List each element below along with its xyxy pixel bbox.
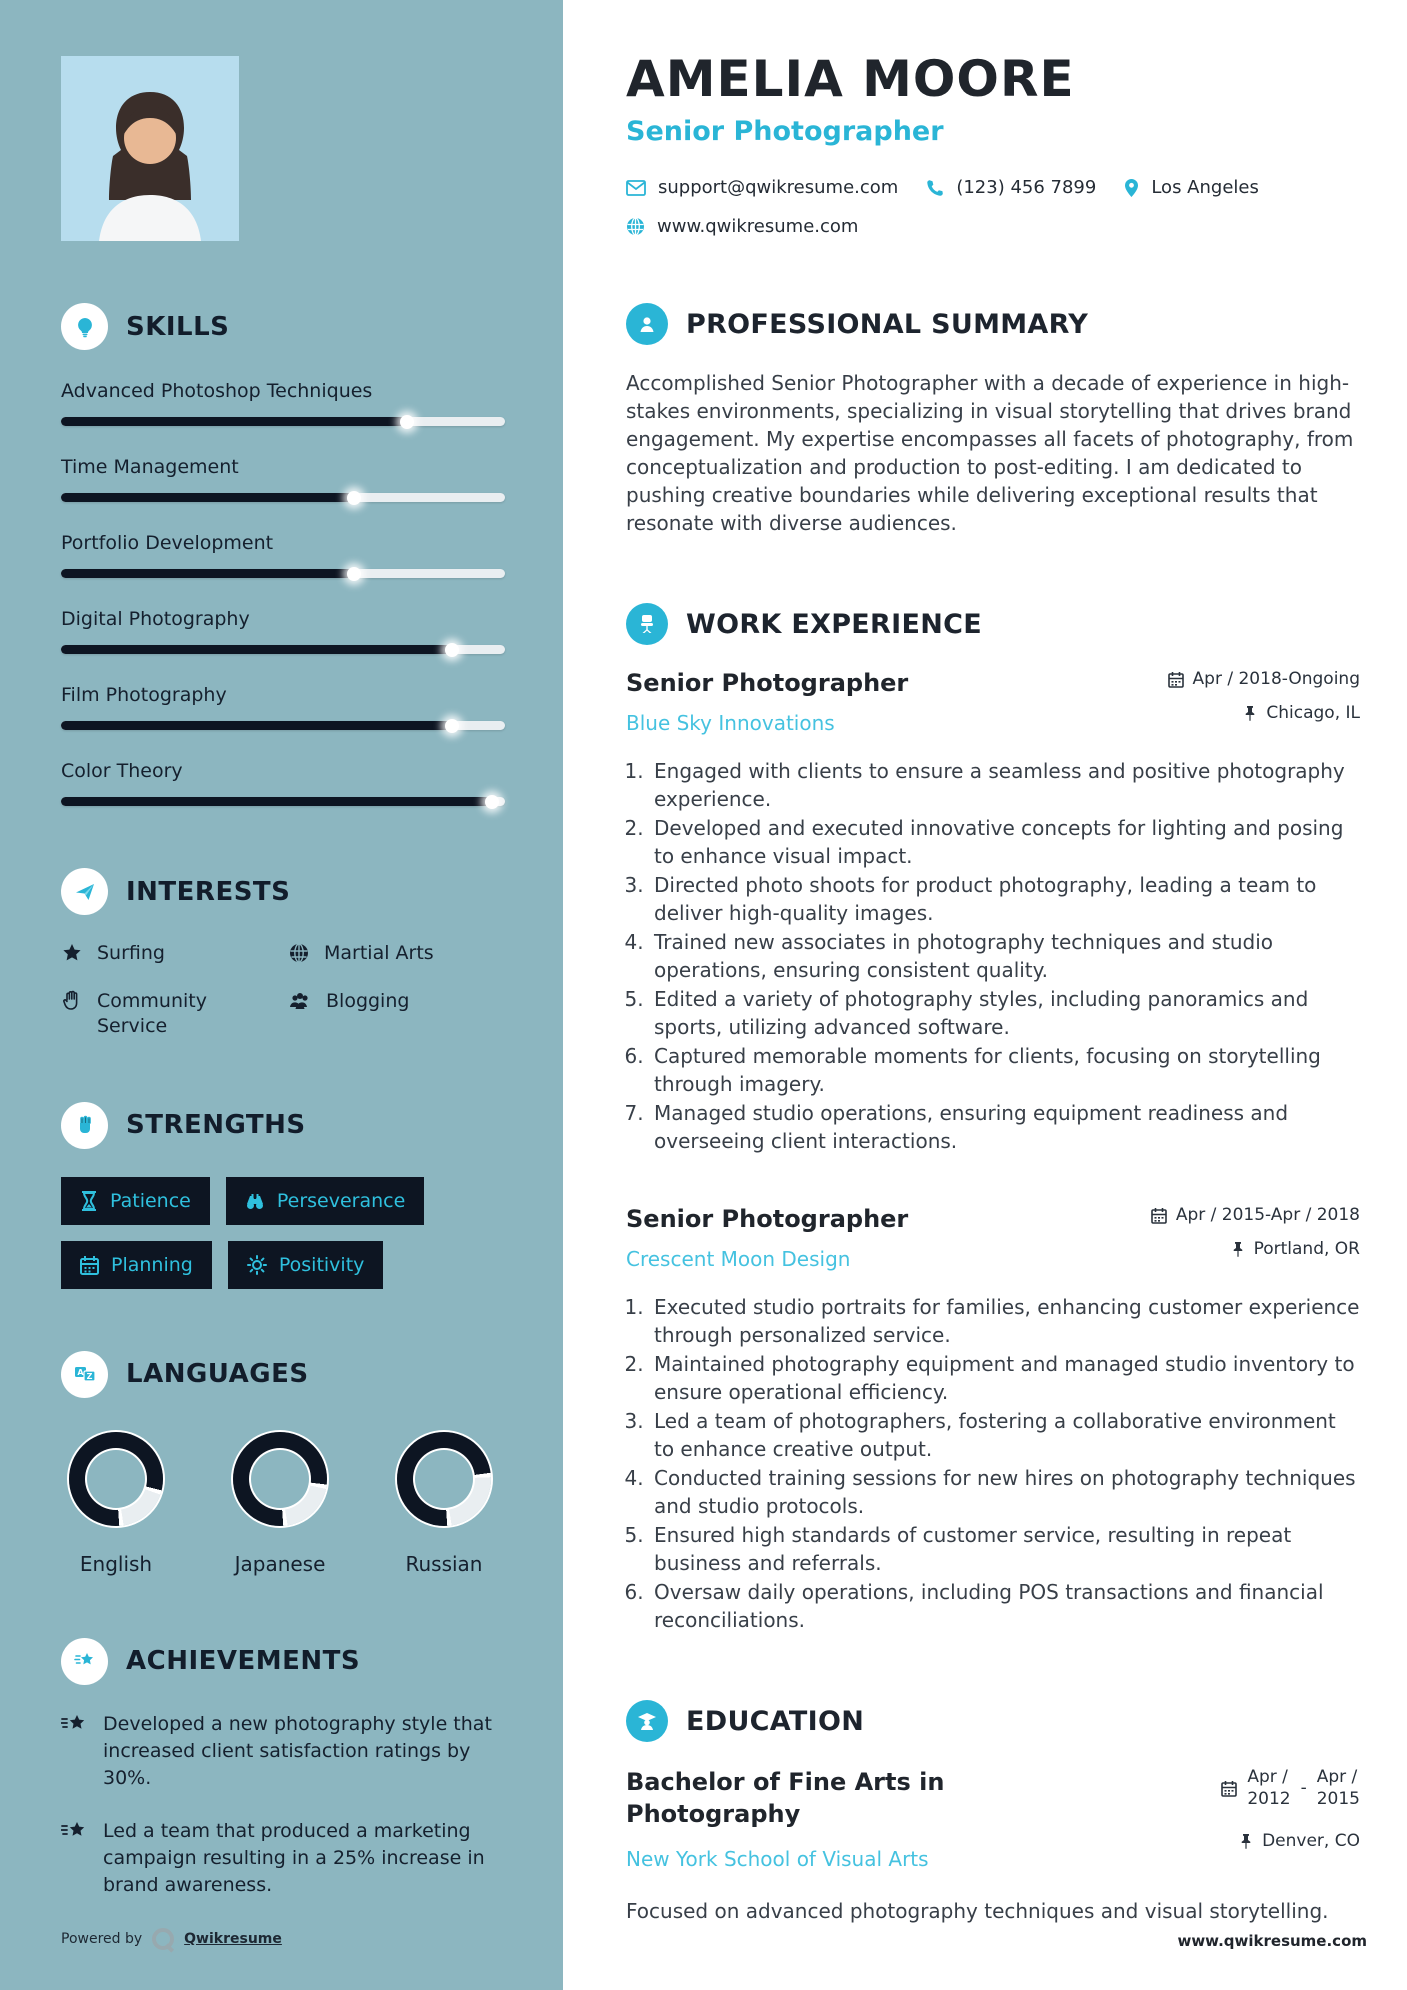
footer-powered-by — [61, 1928, 282, 1950]
interest-item — [61, 989, 278, 1040]
pushpin-icon — [1231, 1241, 1245, 1257]
skill-bar — [61, 797, 505, 806]
hand-icon — [61, 990, 83, 1012]
strengths-heading: STRENGTHS — [126, 1110, 306, 1141]
interests-grid — [61, 941, 505, 1040]
summary-heading: PROFESSIONAL SUMMARY — [686, 308, 1089, 340]
skill-label: Digital Photography — [61, 608, 250, 630]
achievements-header — [61, 1638, 505, 1685]
mail-icon — [626, 180, 646, 196]
job-header — [626, 1205, 1360, 1271]
skills-section — [61, 303, 505, 806]
job-company[interactable]: Blue Sky Innovations — [626, 711, 835, 735]
date-month: Apr / — [1247, 1767, 1288, 1787]
summary-header — [626, 303, 1360, 345]
skill-label: Color Theory — [61, 760, 183, 782]
education-dates — [1221, 1766, 1360, 1810]
job-dates-text: Apr / 2018-Ongoing — [1192, 669, 1360, 689]
website-text: www.qwikresume.com — [657, 216, 859, 237]
person-name: AMELIA MOORE — [626, 50, 1075, 108]
skill-row — [61, 760, 505, 806]
job-header — [626, 669, 1360, 735]
job-bullet-list — [650, 1293, 1360, 1634]
job-dates — [1140, 1205, 1360, 1225]
skill-row — [61, 380, 505, 426]
graduate-icon — [626, 1700, 668, 1742]
interest-item — [61, 941, 278, 967]
strength-label: Planning — [111, 1253, 193, 1276]
qwikresume-link[interactable]: Qwikresume — [184, 1931, 282, 1947]
interest-label: Martial Arts — [324, 942, 434, 964]
skill-label: Portfolio Development — [61, 532, 274, 554]
job-bullet: 7. Managed studio operations, ensuring equipment readiness and overseeing client interactions. — [650, 1099, 1360, 1155]
svg-text:Z: Z — [86, 1372, 92, 1382]
summary-text: Accomplished Senior Photographer with a decade of experience in high-stakes environments, specializing in visual storytelling that drives brand engagement. My expertise encompasses all facets of photography, from conceptualization and production to post-editing. I am dedicated to pushing creative boundaries while delivering exceptional results that resonate with diverse audiences. — [626, 371, 1354, 535]
education-degree: Bachelor of Fine Arts in Photography — [626, 1768, 945, 1829]
phone-icon — [926, 179, 944, 197]
languages-donuts — [61, 1432, 505, 1576]
sidebar — [0, 0, 563, 1990]
job-title: Senior Photographer — [626, 669, 909, 697]
education-location — [1239, 1831, 1360, 1851]
experience-header — [626, 603, 1360, 645]
strengths-chips — [61, 1177, 505, 1289]
shooting-star-icon — [61, 1713, 87, 1735]
job-meta — [1140, 1205, 1360, 1259]
job-dates-text: Apr / 2015-Apr / 2018 — [1175, 1205, 1360, 1225]
language-label: English — [79, 1551, 153, 1576]
job-bullet: 2. Maintained photography equipment and managed studio inventory to ensure operational efficiency. — [650, 1350, 1360, 1406]
strength-chip — [226, 1177, 424, 1225]
location-text: Los Angeles — [1151, 177, 1259, 198]
location-contact — [1124, 177, 1259, 198]
interests-header — [61, 868, 505, 915]
strength-chip — [61, 1241, 212, 1289]
globe-icon — [626, 217, 645, 236]
interest-label: Community Service — [97, 989, 207, 1038]
map-pin-icon — [1124, 178, 1139, 198]
language-item — [225, 1432, 335, 1576]
shooting-star-icon — [61, 1820, 87, 1842]
hourglass-icon — [80, 1191, 98, 1211]
job-location — [1140, 1239, 1360, 1259]
calendar-icon — [80, 1255, 99, 1275]
education-section — [626, 1700, 1360, 1925]
strength-label: Positivity — [278, 1253, 365, 1276]
calendar-icon — [1168, 671, 1184, 688]
achievement-item — [61, 1818, 505, 1899]
language-donut-chart — [69, 1432, 163, 1526]
strength-chip — [228, 1241, 384, 1289]
office-chair-icon — [626, 603, 668, 645]
date-separator: - — [1300, 1778, 1307, 1799]
job-bullet: 4. Trained new associates in photography techniques and studio operations, ensuring consistent quality. — [650, 928, 1360, 984]
job-company[interactable]: Crescent Moon Design — [626, 1247, 851, 1271]
email-contact[interactable] — [626, 177, 898, 198]
job-entry — [626, 1205, 1360, 1634]
skill-bar — [61, 569, 505, 578]
skills-heading: SKILLS — [126, 311, 230, 342]
sun-icon — [247, 1255, 267, 1275]
pushpin-icon — [1243, 705, 1257, 721]
summary-section — [626, 303, 1360, 537]
language-icon — [61, 1351, 108, 1398]
job-bullet: 3. Led a team of photographers, fostering a collaborative environment to enhance creative output. — [650, 1407, 1360, 1463]
job-title: Senior Photographer — [626, 1205, 909, 1233]
date-year: 2015 — [1316, 1789, 1360, 1810]
skill-row — [61, 532, 505, 578]
date-year: 2012 — [1247, 1789, 1291, 1810]
strengths-header — [61, 1102, 505, 1149]
skill-bar — [61, 721, 505, 730]
job-location — [1140, 703, 1360, 723]
achievement-text: Led a team that produced a marketing campaign resulting in a 25% increase in brand awareness. — [103, 1819, 485, 1896]
job-bullet: 1. Engaged with clients to ensure a seamless and positive photography experience. — [650, 757, 1360, 813]
job-location-text: Portland, OR — [1253, 1239, 1360, 1259]
skill-row — [61, 684, 505, 730]
date-month: Apr / — [1316, 1767, 1358, 1787]
job-bullet: 3. Directed photo shoots for product photography, leading a team to deliver high-quality images. — [650, 871, 1360, 927]
skill-row — [61, 608, 505, 654]
person-icon — [626, 303, 668, 345]
experience-section — [626, 603, 1360, 1634]
users-icon — [288, 990, 312, 1012]
skills-header — [61, 303, 505, 350]
job-bullet: 4. Conducted training sessions for new hires on photography techniques and studio protocols. — [650, 1464, 1360, 1520]
paper-plane-icon — [61, 868, 108, 915]
language-donut-chart — [397, 1432, 491, 1526]
language-label: Russian — [405, 1551, 483, 1576]
education-school[interactable]: New York School of Visual Arts — [626, 1846, 929, 1871]
strength-label: Perseverance — [276, 1189, 406, 1212]
footer-website[interactable]: www.qwikresume.com — [1177, 1932, 1367, 1950]
powered-by-text: Powered by — [61, 1931, 143, 1947]
skill-row — [61, 456, 505, 502]
profile-photo-placeholder — [61, 56, 239, 241]
profile-photo — [61, 56, 239, 241]
phone-text: (123) 456 7899 — [956, 177, 1097, 198]
job-bullet-list — [650, 757, 1360, 1155]
skill-label: Time Management — [61, 456, 239, 478]
job-meta — [1140, 669, 1360, 723]
globe-icon — [288, 942, 310, 964]
interest-label: Surfing — [97, 942, 165, 964]
language-donut-chart — [233, 1432, 327, 1526]
education-date-end — [1317, 1766, 1360, 1810]
achievement-text: Developed a new photography style that increased client satisfaction ratings by 30%. — [103, 1712, 492, 1789]
email-text: support@qwikresume.com — [658, 177, 899, 198]
job-location-text: Chicago, IL — [1266, 703, 1360, 723]
skill-label: Advanced Photoshop Techniques — [61, 380, 373, 402]
achievement-item — [61, 1711, 505, 1792]
strengths-section — [61, 1102, 505, 1289]
qwikresume-logo-icon — [152, 1928, 174, 1950]
experience-heading: WORK EXPERIENCE — [686, 608, 982, 640]
star-icon — [61, 942, 83, 964]
contact-row — [626, 177, 1360, 198]
job-bullet: 6. Captured memorable moments for clients, focusing on storytelling through imagery. — [650, 1042, 1360, 1098]
strength-label: Patience — [110, 1189, 191, 1212]
education-location-text: Denver, CO — [1262, 1830, 1360, 1851]
svg-text:A: A — [76, 1368, 84, 1378]
strength-chip — [61, 1177, 210, 1225]
job-bullet: 6. Oversaw daily operations, including POS transactions and financial reconciliations. — [650, 1578, 1360, 1634]
calendar-icon — [1221, 1780, 1237, 1797]
shooting-star-icon — [61, 1638, 108, 1685]
achievements-section — [61, 1638, 505, 1899]
languages-header — [61, 1351, 505, 1398]
person-title: Senior Photographer — [626, 116, 944, 147]
job-bullet: 5. Edited a variety of photography styles, including panoramics and sports, utilizing advanced software. — [650, 985, 1360, 1041]
binoculars-icon — [245, 1191, 265, 1211]
education-school-row — [626, 1831, 1360, 1871]
pushpin-icon — [1239, 1833, 1253, 1849]
education-entry-header — [626, 1766, 1360, 1831]
languages-heading: LANGUAGES — [126, 1359, 309, 1390]
skill-bar — [61, 645, 505, 654]
languages-section — [61, 1351, 505, 1576]
education-header — [626, 1700, 1360, 1742]
language-item — [61, 1432, 171, 1576]
skill-label: Film Photography — [61, 684, 227, 706]
lightbulb-icon — [61, 303, 108, 350]
main-column — [563, 0, 1407, 1990]
website-row — [626, 216, 1360, 237]
interest-item — [288, 989, 505, 1040]
skill-bar — [61, 493, 505, 502]
website-contact[interactable] — [626, 216, 858, 237]
interests-heading: INTERESTS — [126, 876, 291, 907]
calendar-icon — [1151, 1207, 1167, 1224]
education-heading: EDUCATION — [686, 1705, 865, 1737]
education-description: Focused on advanced photography techniques and visual storytelling. — [626, 1898, 1329, 1923]
job-entry — [626, 669, 1360, 1155]
achievements-heading: ACHIEVEMENTS — [126, 1646, 361, 1677]
interest-item — [288, 941, 505, 967]
language-label: Japanese — [234, 1551, 326, 1576]
phone-contact — [926, 177, 1096, 198]
language-item — [389, 1432, 499, 1576]
job-bullet: 1. Executed studio portraits for families, enhancing customer experience through personalized service. — [650, 1293, 1360, 1349]
education-date-start — [1247, 1766, 1290, 1810]
fist-icon — [61, 1102, 108, 1149]
interest-label: Blogging — [326, 989, 410, 1012]
interests-section — [61, 868, 505, 1040]
job-bullet: 5. Ensured high standards of customer service, resulting in repeat business and referrals. — [650, 1521, 1360, 1577]
job-dates — [1140, 669, 1360, 689]
skill-bar — [61, 417, 505, 426]
job-bullet: 2. Developed and executed innovative concepts for lighting and posing to enhance visual impact. — [650, 814, 1360, 870]
